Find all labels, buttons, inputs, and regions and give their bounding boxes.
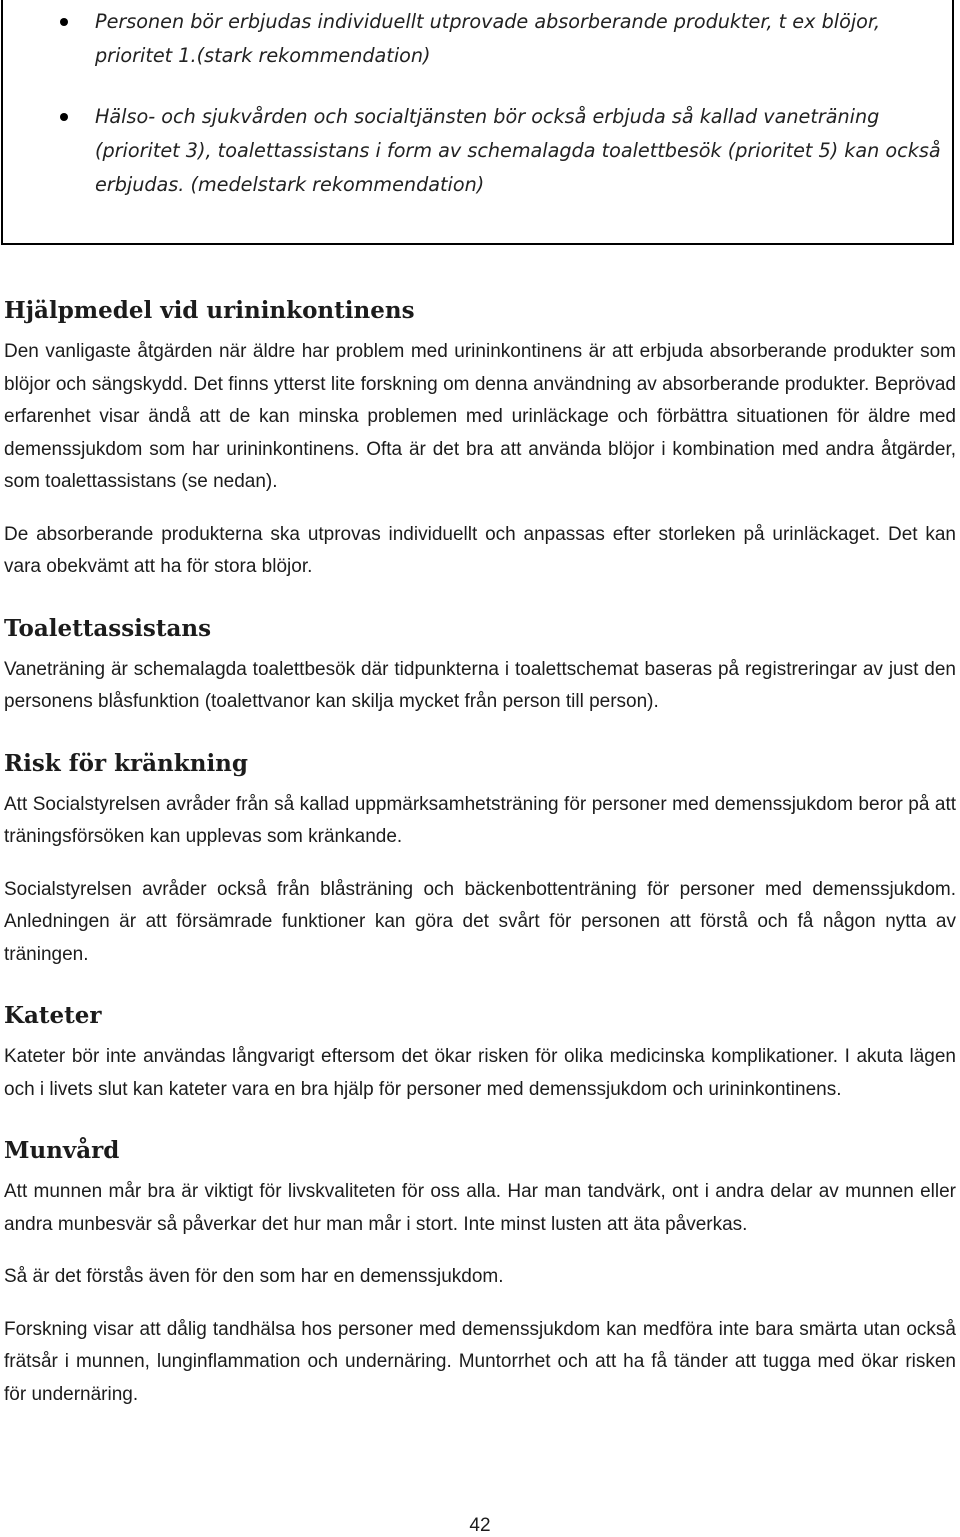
section-hjalpmedel [4,292,956,584]
body-paragraph: Socialstyrelsen avråder också från blåsträning och bäckenbottenträning för personer med demenssjukdom. Anledningen är att försämrade funktioner kan göra det svårt för personen att förstå och få någon nytta av träningen. [4,878,956,965]
section-heading: Kateter [4,1002,102,1029]
bullet-icon [60,113,68,121]
section-heading: Risk för kränkning [4,749,248,777]
section-munvard [4,1132,956,1411]
recommendation-item [95,100,951,202]
body-paragraph: Forskning visar att dålig tandhälsa hos personer med demenssjukdom kan medföra inte bara smärta utan också frätsår i munnen, lunginflammation och undernäring. Muntorrhet och att ha få tänder att tugga med ökar risken för undernäring. [4,1318,956,1405]
section-kateter [4,997,956,1106]
recommendation-text: Hälso- och sjukvården och socialtjänsten bör också erbjuda så kallad vaneträning (prioritet 3), toalettassistans i form av schemalagda toalettbesök (prioritet 5) kan också erbjudas. (medelstark rekommendation) [95,105,941,196]
body-paragraph: De absorberande produkterna ska utprovas individuellt och anpassas efter storleken på urinläckaget. Det kan vara obekvämt att ha för stora blöjor. [4,523,956,577]
section-heading: Hjälpmedel vid urininkontinens [4,297,415,324]
section-heading: Toalettassistans [4,614,212,642]
section-risk-for-krankning [4,745,956,972]
body-paragraph: Den vanligaste åtgärden när äldre har problem med urininkontinens är att erbjuda absorberande produkter som blöjor och sängskydd. Det finns ytterst lite forskning om denna användning av absorberande produkter. Beprövad erfarenhet visar ändå att de kan minska problemen med urinläckage och förbättra situationen för äldre med demenssjukdom som har urininkontinens. Ofta är det bra att använda blöjor i kombination med andra åtgärder, som toalettassistans (se nedan). [4,341,956,492]
document-body [4,292,956,1411]
body-paragraph: Att munnen mår bra är viktigt för livskvaliteten för oss alla. Har man tandvärk, ont i andra delar av munnen eller andra munbesvär så påverkar det hur man mår i stort. Inte minst lusten att äta påverkas. [4,1181,956,1235]
page-number: 42 [469,1515,491,1536]
body-paragraph: Kateter bör inte användas långvarigt eftersom det ökar risken för olika medicinska komplikationer. I akuta lägen och i livets slut kan kateter vara en bra hjälp för personer med demenssjukdom och urininkontinens. [4,1046,956,1100]
section-toalettassistans [4,610,956,719]
recommendation-box [1,0,954,245]
body-paragraph: Vaneträning är schemalagda toalettbesök där tidpunkterna i toalettschemat baseras på registreringar av just den personens blåsfunktion (toalettvanor kan skilja mycket från person till person). [4,658,956,712]
body-paragraph: Så är det förstås även för den som har en demenssjukdom. [4,1266,504,1287]
body-paragraph: Att Socialstyrelsen avråder från så kallad uppmärksamhetsträning för personer med demenssjukdom beror på att träningsförsöken kan upplevas som kränkande. [4,793,956,847]
bullet-icon [60,18,68,26]
recommendation-item [95,5,951,73]
recommendation-text: Personen bör erbjudas individuellt utprovade absorberande produkter, t ex blöjor, prioritet 1.(stark rekommendation) [95,10,881,67]
section-heading: Munvård [4,1137,120,1164]
